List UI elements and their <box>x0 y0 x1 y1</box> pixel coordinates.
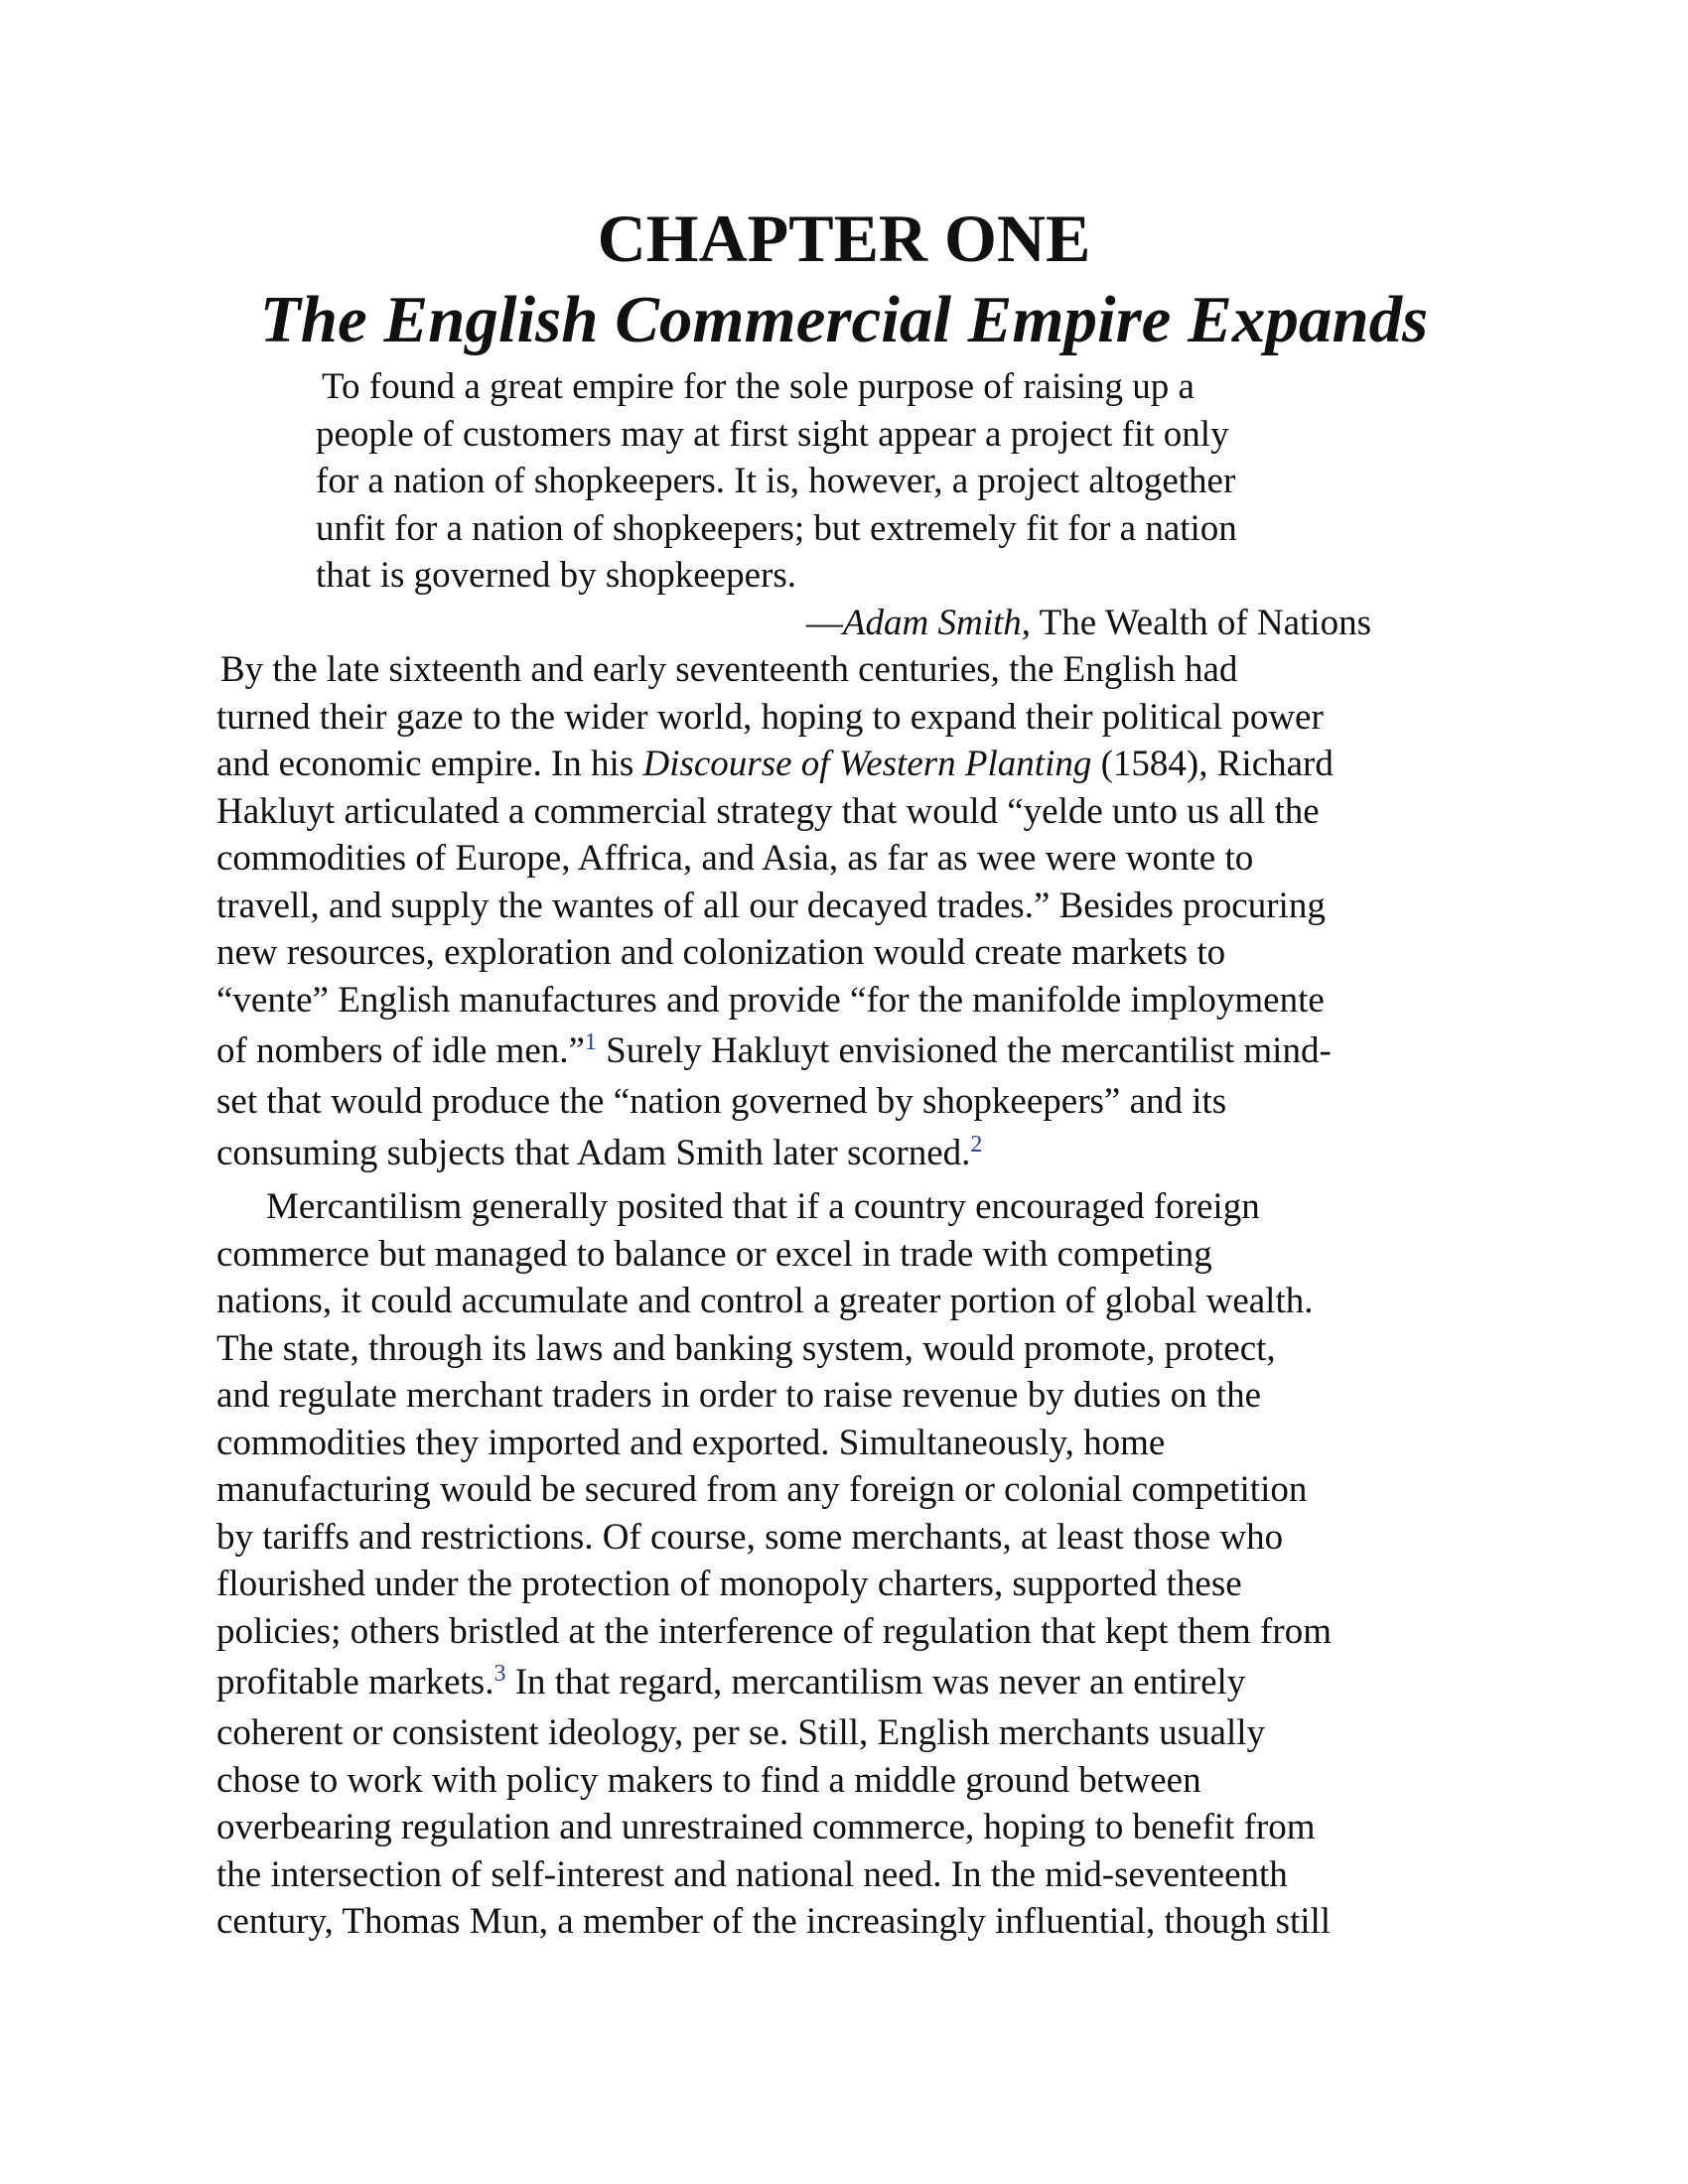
chapter-title: The English Commercial Empire Expands <box>259 283 1429 356</box>
text-line: overbearing regulation and unrestrained commerce, hoping to benefit from <box>216 1807 1316 1847</box>
text-line: chose to work with policy makers to find a middle ground between <box>216 1759 1201 1801</box>
text-line: the intersection of self-interest and national need. In the mid-seventeenth <box>216 1853 1288 1895</box>
text-line: “vente” English manufactures and provide “for the manifolde imploymente <box>216 979 1325 1021</box>
epigraph-line: people of customers may at first sight appear a project fit only <box>316 413 1229 455</box>
text-line: nations, it could accumulate and control a greater portion of global wealth. <box>216 1281 1314 1321</box>
epigraph-line: To found a great empire for the sole purpose of raising up a <box>322 366 1195 407</box>
text-line: century, Thomas Mun, a member of the increasingly influential, though still <box>216 1901 1332 1942</box>
epigraph-line: for a nation of shopkeepers. It is, however, a project altogether <box>316 461 1236 501</box>
text-line: flourished under the protection of monopoly charters, supported these <box>216 1564 1242 1604</box>
text-line: policies; others bristled at the interference of regulation that kept them from <box>216 1610 1332 1652</box>
text-line: turned their gaze to the wider world, hoping to expand their political power <box>216 696 1324 738</box>
text-line: by tariffs and restrictions. Of course, some merchants, at least those who <box>216 1516 1284 1558</box>
text-line: set that would produce the “nation governed by shopkeepers” and its <box>216 1081 1227 1122</box>
text-line: Mercantilism generally posited that if a country encouraged foreign <box>266 1186 1260 1227</box>
chapter-number: CHAPTER ONE <box>597 201 1091 276</box>
footnote-link-2[interactable]: 2 <box>970 1131 983 1158</box>
book-title: Discourse of Western Planting <box>642 744 1092 784</box>
paragraph-1 <box>216 646 1487 1180</box>
text-run: of nombers of idle men.” <box>216 1030 585 1071</box>
text-line: commodities they imported and exported. Simultaneously, home <box>216 1422 1166 1463</box>
text-line: commerce but managed to balance or excel in trade with competing <box>216 1233 1212 1275</box>
epigraph-attribution <box>0 600 1371 647</box>
text-line: Hakluyt articulated a commercial strategy that would “yelde unto us all the <box>216 790 1320 832</box>
text-run: Surely Hakluyt envisioned the mercantilist mind- <box>596 1030 1332 1071</box>
text-line: By the late sixteenth and early seventeenth centuries, the English had <box>220 649 1238 690</box>
text-line <box>216 741 1487 788</box>
epigraph-line: that is governed by shopkeepers. <box>316 555 796 596</box>
text-line: new resources, exploration and colonization would create markets to <box>216 932 1226 973</box>
text-run: In that regard, mercantilism was never an entirely <box>505 1662 1246 1703</box>
text-line: commodities of Europe, Affrica, and Asia, as far as wee were wonte to <box>216 838 1254 879</box>
footnote-link-1[interactable]: 1 <box>584 1029 597 1055</box>
paragraph-2 <box>216 1183 1487 1946</box>
text-run: (1584), Richard <box>1091 744 1334 784</box>
text-line: manufacturing would be secured from any foreign or colonial competition <box>216 1469 1308 1510</box>
text-line <box>216 1024 1487 1078</box>
attribution-author: Adam Smith <box>842 603 1022 643</box>
text-line: and regulate merchant traders in order to raise revenue by duties on the <box>216 1375 1262 1416</box>
text-line <box>216 1655 1487 1709</box>
text-run: profitable markets. <box>216 1662 494 1703</box>
footnote-link-3[interactable]: 3 <box>493 1661 506 1687</box>
text-line: travell, and supply the wantes of all our decayed trades.” Besides procuring <box>216 885 1326 926</box>
epigraph <box>316 363 1388 600</box>
text-line: coherent or consistent ideology, per se. Still, English merchants usually <box>216 1712 1265 1753</box>
text-line <box>216 1126 1487 1180</box>
attribution-dash: — <box>805 603 843 643</box>
epigraph-line: unfit for a nation of shopkeepers; but extremely fit for a nation <box>316 507 1237 549</box>
text-line: The state, through its laws and banking system, would promote, protect, <box>216 1327 1276 1369</box>
text-run: consuming subjects that Adam Smith later scorned. <box>216 1132 971 1173</box>
attribution-source: , The Wealth of Nations <box>1021 603 1371 643</box>
text-run: and economic empire. In his <box>216 744 643 784</box>
